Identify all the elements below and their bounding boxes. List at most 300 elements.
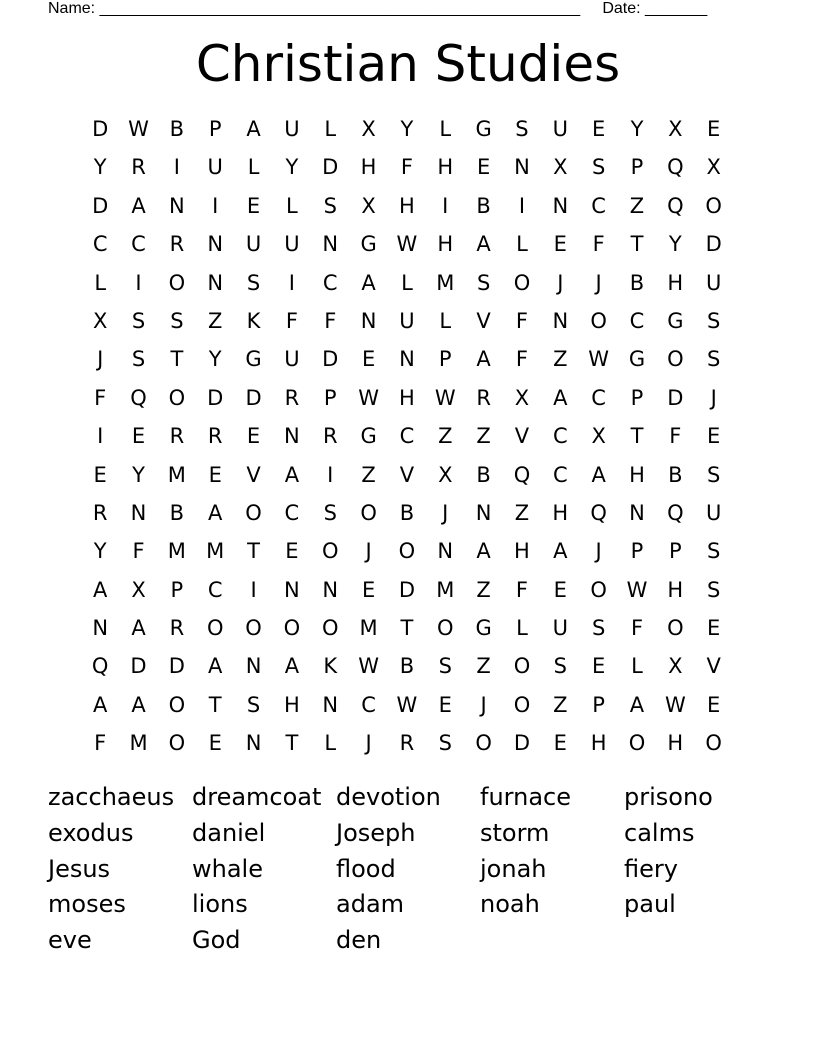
grid-letter[interactable]: W <box>588 347 610 372</box>
grid-letter[interactable]: C <box>629 308 645 333</box>
grid-letter[interactable]: Q <box>91 654 109 679</box>
grid-letter[interactable]: N <box>552 193 569 218</box>
grid-letter[interactable]: E <box>707 692 721 717</box>
grid-letter[interactable]: D <box>667 385 684 410</box>
grid-letter[interactable]: O <box>398 539 416 564</box>
grid-letter[interactable]: S <box>707 308 721 333</box>
grid-letter[interactable]: L <box>94 270 107 295</box>
grid-letter[interactable]: B <box>629 270 645 295</box>
grid-letter[interactable]: O <box>168 385 186 410</box>
grid-letter[interactable]: M <box>206 539 225 564</box>
grid-letter[interactable]: N <box>245 731 262 756</box>
grid-letter[interactable]: E <box>592 117 606 141</box>
grid-letter[interactable]: W <box>664 692 686 717</box>
grid-letter[interactable]: R <box>322 424 338 449</box>
grid-letter[interactable]: L <box>516 232 528 257</box>
grid-letter[interactable]: X <box>131 577 146 602</box>
grid-letter[interactable]: E <box>208 462 222 487</box>
grid-letter[interactable]: S <box>438 654 452 679</box>
grid-letter[interactable]: S <box>591 616 606 641</box>
grid-letter[interactable]: X <box>668 117 683 141</box>
grid-letter[interactable]: P <box>630 539 644 564</box>
grid-letter[interactable]: R <box>169 616 185 641</box>
grid-letter[interactable]: Z <box>208 308 223 333</box>
grid-letter[interactable]: I <box>518 193 526 218</box>
word-bank-item: devotion <box>336 783 441 811</box>
grid-letter[interactable]: H <box>590 731 607 756</box>
grid-letter[interactable]: N <box>475 500 492 525</box>
grid-letter[interactable]: T <box>247 539 260 564</box>
grid-letter[interactable]: D <box>92 193 109 218</box>
grid-letter[interactable]: J <box>365 731 372 756</box>
grid-letter[interactable]: S <box>707 462 721 487</box>
grid-letter[interactable]: U <box>552 616 568 641</box>
grid-letter[interactable]: F <box>400 155 413 180</box>
grid-letter[interactable]: W <box>358 654 379 679</box>
grid-letter[interactable]: U <box>399 308 415 333</box>
grid-letter[interactable]: E <box>553 731 567 756</box>
grid-letter[interactable]: G <box>245 347 262 372</box>
grid-letter[interactable]: O <box>513 270 531 295</box>
grid-letter[interactable]: W <box>626 577 648 602</box>
grid-letter[interactable]: S <box>515 117 529 141</box>
grid-letter[interactable]: P <box>208 117 222 141</box>
grid-letter[interactable]: D <box>92 117 109 141</box>
grid-letter[interactable]: G <box>628 347 646 372</box>
grid-letter[interactable]: V <box>706 654 721 679</box>
grid-letter[interactable]: O <box>168 731 186 756</box>
grid-letter[interactable]: V <box>246 462 261 487</box>
grid-letter[interactable]: C <box>92 232 108 257</box>
grid-letter[interactable]: L <box>324 731 337 756</box>
grid-letter[interactable]: G <box>475 616 492 641</box>
grid-letter[interactable]: O <box>667 347 684 372</box>
grid-letter[interactable]: P <box>438 347 452 372</box>
grid-letter[interactable]: O <box>168 270 186 295</box>
grid-letter[interactable]: S <box>323 500 337 525</box>
grid-letter[interactable]: Q <box>513 462 531 487</box>
grid-letter[interactable]: A <box>284 462 300 487</box>
grid-letter[interactable]: B <box>399 500 415 525</box>
grid-letter[interactable]: E <box>361 347 376 372</box>
grid-letter[interactable]: O <box>513 692 531 717</box>
grid-letter[interactable]: R <box>169 232 185 257</box>
grid-letter[interactable]: S <box>591 155 606 180</box>
grid-letter[interactable]: C <box>131 232 146 257</box>
grid-letter[interactable]: E <box>553 232 567 257</box>
date-blank-line[interactable]: _______ <box>645 0 708 17</box>
grid-letter[interactable]: D <box>398 577 415 602</box>
grid-letter[interactable]: M <box>359 616 378 641</box>
grid-letter[interactable]: H <box>667 270 684 295</box>
grid-letter[interactable]: D <box>322 155 339 180</box>
grid-letter[interactable]: N <box>92 616 109 641</box>
grid-letter[interactable]: H <box>629 462 645 487</box>
grid-letter[interactable]: X <box>668 654 683 679</box>
grid-letter[interactable]: I <box>173 155 180 180</box>
grid-letter[interactable]: O <box>321 539 339 564</box>
grid-row <box>81 417 733 455</box>
grid-letter[interactable]: N <box>322 692 339 717</box>
word-bank-item: jonah <box>480 854 547 883</box>
grid-letter[interactable]: S <box>323 193 337 218</box>
grid-letter[interactable]: H <box>399 193 415 218</box>
grid-row <box>81 340 733 378</box>
grid-letter[interactable]: F <box>592 232 605 257</box>
grid-letter[interactable]: K <box>323 654 338 679</box>
grid-letter[interactable]: Z <box>361 462 376 487</box>
grid-letter[interactable]: C <box>361 692 376 717</box>
grid-letter[interactable]: Q <box>130 385 147 410</box>
grid-letter[interactable]: C <box>552 462 568 487</box>
grid-letter[interactable]: Z <box>476 654 491 679</box>
grid-letter[interactable]: S <box>707 539 721 564</box>
grid-letter[interactable]: L <box>286 193 298 218</box>
grid-letter[interactable]: F <box>324 308 337 333</box>
grid-letter[interactable]: W <box>396 232 418 257</box>
grid-letter[interactable]: L <box>516 616 528 641</box>
grid-letter[interactable]: E <box>592 654 606 679</box>
grid-letter[interactable]: G <box>360 424 377 449</box>
grid-letter[interactable]: B <box>476 462 491 487</box>
grid-letter[interactable]: U <box>284 117 300 141</box>
grid-letter[interactable]: N <box>629 500 645 525</box>
grid-letter[interactable]: E <box>707 424 721 449</box>
grid-letter[interactable]: F <box>515 347 528 372</box>
grid-letter[interactable]: C <box>591 193 606 218</box>
grid-letter[interactable]: H <box>399 385 415 410</box>
grid-letter[interactable]: X <box>706 155 721 180</box>
grid-letter[interactable]: D <box>705 232 722 257</box>
grid-letter[interactable]: Z <box>476 577 491 602</box>
grid-letter[interactable]: N <box>322 577 339 602</box>
grid-letter[interactable]: U <box>284 232 300 257</box>
grid-letter[interactable]: H <box>437 232 454 257</box>
grid-letter[interactable]: Y <box>400 117 414 141</box>
grid-letter[interactable]: B <box>169 117 185 141</box>
word-bank-item: furnace <box>480 783 571 811</box>
grid-letter[interactable]: T <box>630 232 644 257</box>
grid-letter[interactable]: D <box>168 654 185 679</box>
grid-letter[interactable]: R <box>284 385 300 410</box>
grid-letter[interactable]: J <box>97 347 104 372</box>
grid-letter[interactable]: A <box>131 692 146 717</box>
grid-letter[interactable]: O <box>590 308 607 333</box>
grid-letter[interactable]: O <box>283 616 301 641</box>
grid-letter[interactable]: M <box>129 731 148 756</box>
grid-letter[interactable]: X <box>361 117 376 141</box>
grid-letter[interactable]: C <box>399 424 415 449</box>
grid-letter[interactable]: U <box>552 117 568 141</box>
grid-letter[interactable]: T <box>285 731 299 756</box>
grid-letter[interactable]: L <box>439 117 452 141</box>
grid-letter[interactable]: Z <box>629 193 645 218</box>
grid-letter[interactable]: E <box>93 462 107 487</box>
grid-letter[interactable]: F <box>94 731 107 756</box>
grid-letter[interactable]: O <box>705 193 722 218</box>
grid-letter[interactable]: O <box>667 616 684 641</box>
grid-letter[interactable]: J <box>442 500 449 525</box>
grid-letter[interactable]: U <box>705 500 722 525</box>
grid-letter[interactable]: S <box>131 308 146 333</box>
grid-letter[interactable]: E <box>246 193 261 218</box>
grid-letter[interactable]: E <box>246 424 261 449</box>
grid-letter[interactable]: H <box>514 539 530 564</box>
grid-letter[interactable]: U <box>705 270 722 295</box>
grid-letter[interactable]: F <box>669 424 682 449</box>
grid-letter[interactable]: N <box>207 270 224 295</box>
grid-letter[interactable]: P <box>630 155 644 180</box>
grid-letter[interactable]: E <box>707 117 721 141</box>
grid-letter[interactable]: J <box>595 539 602 564</box>
grid-letter[interactable]: X <box>591 424 606 449</box>
grid-letter[interactable]: L <box>324 117 337 141</box>
grid-letter[interactable]: O <box>245 616 262 641</box>
grid-letter[interactable]: Y <box>93 155 107 180</box>
grid-letter[interactable]: L <box>439 308 452 333</box>
grid-letter[interactable]: U <box>284 347 300 372</box>
grid-letter[interactable]: A <box>361 270 376 295</box>
name-label: Name: <box>48 0 100 17</box>
grid-letter[interactable]: N <box>245 654 262 679</box>
grid-letter[interactable]: K <box>246 308 261 333</box>
grid-letter[interactable]: H <box>283 692 300 717</box>
grid-letter[interactable]: I <box>250 577 257 602</box>
grid-letter[interactable]: E <box>438 692 452 717</box>
grid-letter[interactable]: G <box>475 117 492 141</box>
grid-letter[interactable]: N <box>322 232 339 257</box>
grid-letter[interactable]: O <box>437 616 454 641</box>
grid-letter[interactable]: O <box>628 731 646 756</box>
grid-letter[interactable]: O <box>206 616 224 641</box>
grid-letter[interactable]: R <box>131 155 146 180</box>
grid-letter[interactable]: D <box>207 385 224 410</box>
grid-letter[interactable]: T <box>170 347 184 372</box>
grid-letter[interactable]: A <box>131 616 146 641</box>
grid-letter[interactable]: F <box>94 385 107 410</box>
grid-letter[interactable]: A <box>131 193 146 218</box>
grid-letter[interactable]: A <box>476 347 491 372</box>
grid-letter[interactable]: N <box>207 232 224 257</box>
grid-row <box>81 379 733 417</box>
grid-letter[interactable]: X <box>553 155 568 180</box>
grid-letter[interactable]: Z <box>553 692 568 717</box>
grid-letter[interactable]: C <box>552 424 568 449</box>
grid-letter[interactable]: R <box>399 731 415 756</box>
grid-letter[interactable]: Z <box>476 424 491 449</box>
grid-letter[interactable]: F <box>515 308 528 333</box>
grid-letter[interactable]: N <box>552 308 569 333</box>
grid-letter[interactable]: M <box>436 270 455 295</box>
grid-letter[interactable]: H <box>667 731 684 756</box>
grid-letter[interactable]: H <box>667 577 684 602</box>
grid-letter[interactable]: Z <box>514 500 530 525</box>
grid-letter[interactable]: E <box>208 731 222 756</box>
grid-letter[interactable]: Q <box>667 155 684 180</box>
grid-letter[interactable]: L <box>247 155 260 180</box>
grid-letter[interactable]: A <box>476 232 491 257</box>
grid-letter[interactable]: O <box>245 500 262 525</box>
grid-letter[interactable]: O <box>168 692 186 717</box>
grid-letter[interactable]: P <box>170 577 184 602</box>
grid-letter[interactable]: G <box>667 308 684 333</box>
grid-letter[interactable]: Z <box>438 424 453 449</box>
grid-letter[interactable]: Z <box>553 347 568 372</box>
grid-letter[interactable]: A <box>476 539 491 564</box>
grid-letter[interactable]: S <box>246 692 261 717</box>
grid-letter[interactable]: L <box>631 654 643 679</box>
grid-letter[interactable]: O <box>513 654 531 679</box>
grid-letter[interactable]: W <box>128 117 149 141</box>
grid-letter[interactable]: B <box>399 654 415 679</box>
grid-letter[interactable]: F <box>515 577 528 602</box>
grid-letter[interactable]: C <box>207 577 223 602</box>
grid-letter[interactable]: E <box>361 577 376 602</box>
grid-letter[interactable]: S <box>476 270 491 295</box>
grid-letter[interactable]: J <box>480 692 487 717</box>
worksheet-header <box>48 0 748 20</box>
grid-letter[interactable]: H <box>437 155 454 180</box>
grid-letter[interactable]: S <box>438 731 452 756</box>
grid-letter[interactable]: A <box>284 654 300 679</box>
grid-letter[interactable]: B <box>668 462 683 487</box>
grid-letter[interactable]: O <box>360 500 377 525</box>
grid-letter[interactable]: V <box>476 308 491 333</box>
grid-letter[interactable]: X <box>361 193 376 218</box>
grid-letter[interactable]: L <box>401 270 413 295</box>
grid-letter[interactable]: M <box>167 462 186 487</box>
grid-letter[interactable]: M <box>167 539 186 564</box>
grid-letter[interactable]: A <box>591 462 606 487</box>
grid-letter[interactable]: F <box>132 539 145 564</box>
grid-letter[interactable]: B <box>169 500 185 525</box>
grid-letter[interactable]: E <box>476 155 491 180</box>
grid-letter[interactable]: S <box>246 270 261 295</box>
grid-letter[interactable]: E <box>131 424 146 449</box>
grid-letter[interactable]: I <box>135 270 142 295</box>
grid-letter[interactable]: J <box>710 385 717 410</box>
grid-letter[interactable]: D <box>130 654 147 679</box>
grid-letter[interactable]: M <box>436 577 455 602</box>
grid-letter[interactable]: P <box>668 539 682 564</box>
grid-letter[interactable]: E <box>285 539 299 564</box>
grid-letter[interactable]: N <box>284 424 300 449</box>
grid-letter[interactable]: Y <box>668 232 682 257</box>
grid-letter[interactable]: U <box>245 232 262 257</box>
grid-letter[interactable]: P <box>323 385 337 410</box>
grid-letter[interactable]: H <box>360 155 377 180</box>
grid-letter[interactable]: R <box>169 424 185 449</box>
grid-letter[interactable]: Y <box>132 462 145 487</box>
grid-letter[interactable]: E <box>707 616 721 641</box>
grid-letter[interactable]: Q <box>667 500 684 525</box>
grid-letter[interactable]: X <box>514 385 530 410</box>
grid-letter[interactable]: G <box>360 232 377 257</box>
grid-letter[interactable]: T <box>400 616 414 641</box>
grid-letter[interactable]: X <box>438 462 453 487</box>
grid-letter[interactable]: H <box>552 500 569 525</box>
grid-letter[interactable]: S <box>131 347 146 372</box>
grid-letter[interactable]: X <box>92 308 108 333</box>
grid-letter[interactable]: Y <box>208 347 222 372</box>
grid-letter[interactable]: F <box>630 616 644 641</box>
grid-letter[interactable]: P <box>630 385 644 410</box>
grid-letter[interactable]: N <box>169 193 185 218</box>
grid-letter[interactable]: J <box>595 270 602 295</box>
grid-letter[interactable]: A <box>629 692 645 717</box>
grid-letter[interactable]: F <box>285 308 298 333</box>
grid-letter[interactable]: Q <box>590 500 607 525</box>
grid-letter[interactable]: C <box>591 385 606 410</box>
grid-letter[interactable]: A <box>92 577 108 602</box>
grid-letter[interactable]: O <box>705 731 722 756</box>
grid-letter[interactable]: Q <box>667 193 684 218</box>
grid-letter[interactable]: S <box>707 577 721 602</box>
grid-letter[interactable]: N <box>437 539 454 564</box>
grid-letter[interactable]: D <box>322 347 339 372</box>
grid-letter[interactable]: O <box>321 616 339 641</box>
grid-letter[interactable]: P <box>592 692 605 717</box>
grid-letter[interactable]: I <box>442 193 449 218</box>
grid-letter[interactable]: J <box>365 539 372 564</box>
grid-row <box>81 724 733 762</box>
grid-letter[interactable]: I <box>327 462 334 487</box>
grid-letter[interactable]: Y <box>630 117 644 141</box>
grid-letter[interactable]: A <box>92 692 108 717</box>
grid-letter[interactable]: I <box>97 424 104 449</box>
grid-letter[interactable]: S <box>553 654 567 679</box>
grid-letter[interactable]: R <box>476 385 491 410</box>
grid-letter[interactable]: N <box>514 155 530 180</box>
grid-letter[interactable]: I <box>288 270 295 295</box>
grid-letter[interactable]: Y <box>93 539 107 564</box>
grid-letter[interactable]: W <box>396 692 418 717</box>
name-blank-line[interactable]: ______________________________________________________ <box>99 0 581 17</box>
grid-letter[interactable]: D <box>245 385 262 410</box>
grid-letter[interactable]: R <box>92 500 108 525</box>
grid-letter[interactable]: V <box>399 462 415 487</box>
grid-letter[interactable]: E <box>553 577 567 602</box>
grid-letter[interactable]: W <box>434 385 456 410</box>
grid-letter[interactable]: A <box>208 654 223 679</box>
grid-letter[interactable]: N <box>360 308 377 333</box>
grid-letter[interactable]: A <box>553 385 568 410</box>
grid-letter[interactable]: B <box>476 193 491 218</box>
grid-letter[interactable]: A <box>246 117 261 141</box>
grid-letter[interactable]: O <box>475 731 492 756</box>
grid-letter[interactable]: S <box>707 347 721 372</box>
grid-letter[interactable]: I <box>212 193 219 218</box>
grid-letter[interactable]: Y <box>285 155 299 180</box>
grid-letter[interactable]: C <box>322 270 338 295</box>
grid-letter[interactable]: N <box>284 577 300 602</box>
grid-letter[interactable]: N <box>399 347 415 372</box>
grid-letter[interactable]: U <box>207 155 223 180</box>
grid-letter[interactable]: S <box>170 308 184 333</box>
grid-letter[interactable]: T <box>630 424 644 449</box>
grid-letter[interactable]: N <box>130 500 147 525</box>
grid-letter[interactable]: A <box>208 500 223 525</box>
grid-letter[interactable]: W <box>358 385 379 410</box>
grid-letter[interactable]: O <box>590 577 607 602</box>
grid-letter[interactable]: V <box>514 424 530 449</box>
grid-letter[interactable]: T <box>208 692 222 717</box>
grid-letter[interactable]: J <box>557 270 564 295</box>
grid-letter[interactable]: C <box>284 500 300 525</box>
grid-letter[interactable]: D <box>513 731 531 756</box>
grid-letter[interactable]: R <box>207 424 223 449</box>
grid-letter[interactable]: A <box>553 539 568 564</box>
